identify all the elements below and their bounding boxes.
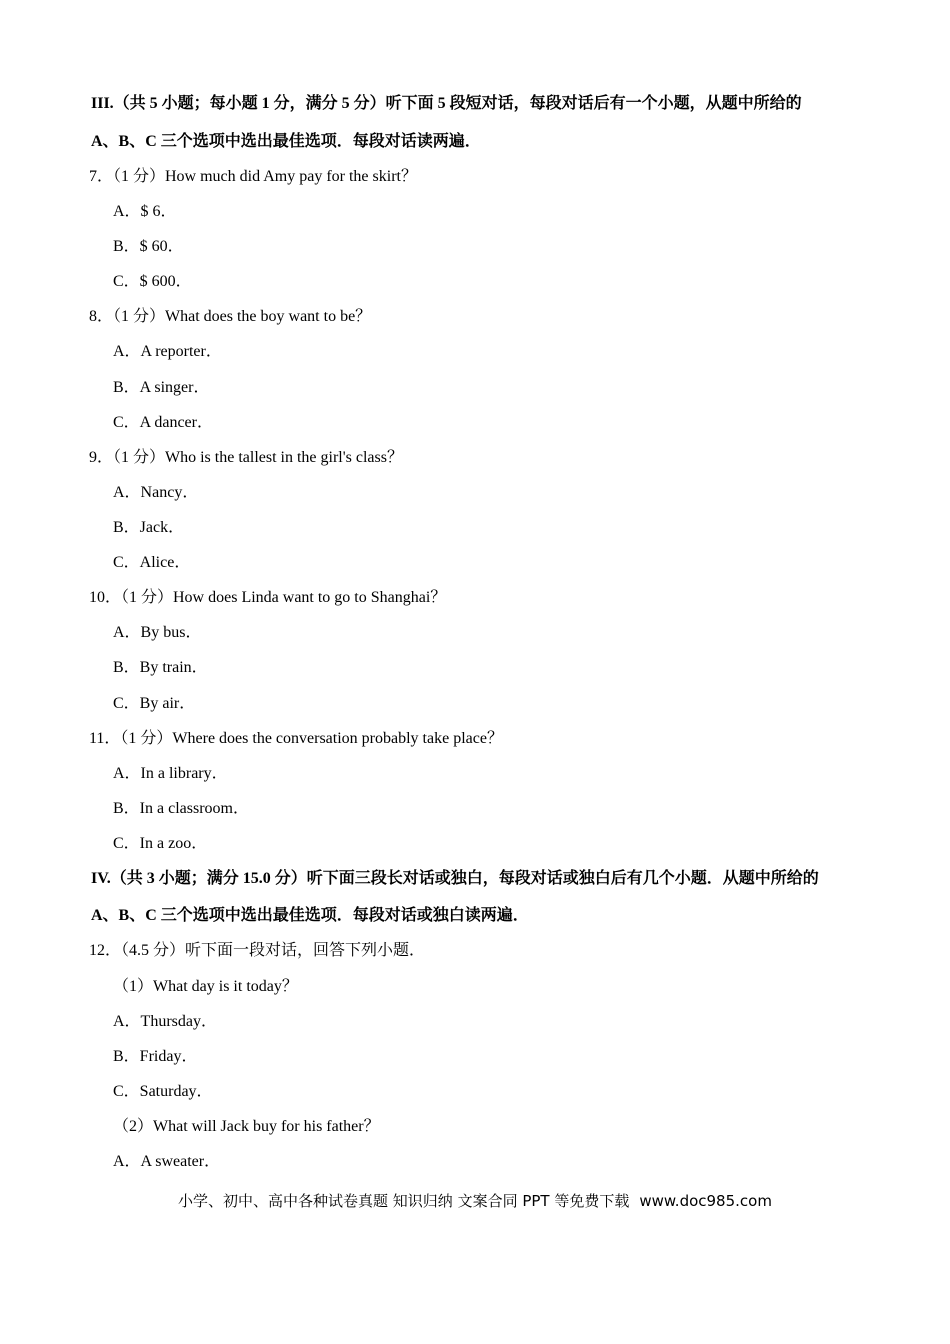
question-11-option-a: A．In a library． [113, 765, 228, 782]
question-12-sub-1-option-b: B．Friday． [113, 1048, 198, 1065]
footer-text: 小学、初中、高中各种试卷真题 知识归纳 文案合同 PPT 等免费下载 [178, 1192, 630, 1210]
question-11-stem: 11．（1 分）Where does the conversation probably take place？ [89, 730, 503, 747]
question-10-option-b: B．By train． [113, 659, 208, 676]
question-7-option-a: A．$ 6． [113, 203, 177, 220]
page-footer [0, 1191, 950, 1212]
question-8-option-b: B．A singer． [113, 379, 210, 396]
question-7-stem: 7．（1 分）How much did Amy pay for the skirt？ [89, 168, 417, 185]
question-12-sub-2-option-a: A．A sweater． [113, 1153, 221, 1170]
question-9-stem: 9．（1 分）Who is the tallest in the girl's class？ [89, 449, 403, 466]
section-4-header-line-1: IV.（共 3 小题；满分 15.0 分）听下面三段长对话或独白，每段对话或独白后有几个小题．从题中所给的 [91, 870, 819, 887]
section-3-header-line-1: III.（共 5 小题；每小题 1 分，满分 5 分）听下面 5 段短对话，每段对话后有一个小题，从题中所给的 [91, 95, 802, 112]
question-12-sub-1-option-a: A．Thursday． [113, 1013, 217, 1030]
footer-url[interactable]: www.doc985.com [639, 1192, 772, 1210]
section-4-header-line-2: A、B、C 三个选项中选出最佳选项．每段对话或独白读两遍． [91, 907, 529, 924]
question-11-option-b: B．In a classroom． [113, 800, 249, 817]
question-10-stem: 10．（1 分）How does Linda want to go to Shanghai？ [89, 589, 447, 606]
question-8-option-a: A．A reporter． [113, 343, 222, 360]
question-12-sub-1-option-c: C．Saturday． [113, 1083, 213, 1100]
question-9-option-b: B．Jack． [113, 519, 185, 536]
section-3-header-line-2: A、B、C 三个选项中选出最佳选项．每段对话读两遍． [91, 133, 481, 150]
question-11-option-c: C．In a zoo． [113, 835, 208, 852]
question-9-option-c: C．Alice． [113, 554, 191, 571]
question-9-option-a: A．Nancy． [113, 484, 199, 501]
question-10-option-a: A．By bus． [113, 624, 202, 641]
question-12-stem: 12．（4.5 分）听下面一段对话，回答下列小题． [89, 942, 426, 959]
question-7-option-b: B．$ 60． [113, 238, 184, 255]
question-8-stem: 8．（1 分）What does the boy want to be？ [89, 308, 372, 325]
question-8-option-c: C．A dancer． [113, 414, 213, 431]
question-12-sub-2-stem: （2）What will Jack buy for his father？ [113, 1118, 380, 1135]
question-12-sub-1-stem: （1）What day is it today？ [113, 978, 298, 995]
question-10-option-c: C．By air． [113, 695, 196, 712]
question-7-option-c: C．$ 600． [113, 273, 192, 290]
